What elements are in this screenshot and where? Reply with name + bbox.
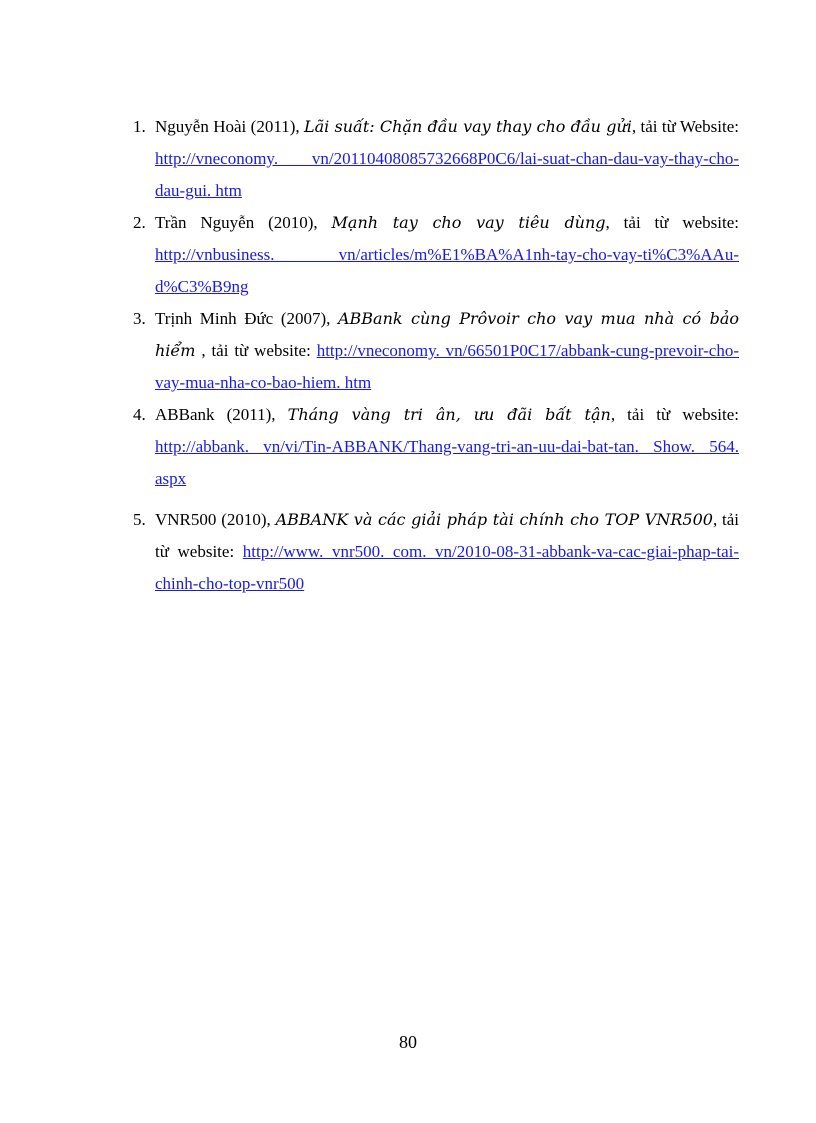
reference-number: 4. [133, 405, 146, 424]
reference-title: Tháng vàng tri ân, ưu đãi bất tận [287, 405, 611, 424]
reference-item-2 [133, 207, 739, 303]
page-number: 80 [399, 1032, 417, 1052]
reference-title: Lãi suất: Chặn đầu vay thay cho đầu gửi [304, 117, 632, 136]
reference-number: 3. [133, 309, 146, 328]
reference-link[interactable]: http://vneconomy. vn/20110408085732668P0C6/lai-suat-chan-dau-vay-thay-cho-dau-gui. htm [155, 149, 739, 200]
reference-author-year: Trịnh Minh Đức (2007), [155, 309, 338, 328]
reference-number: 1. [133, 117, 146, 136]
reference-title: Mạnh tay cho vay tiêu dùng [331, 213, 606, 232]
reference-source-text: , tải từ website: [195, 341, 317, 360]
reference-title: ABBank cùng Prôvoir cho vay mua nhà có bảo hiểm [155, 309, 739, 360]
reference-source-text: , tải từ website: [155, 510, 739, 561]
reference-list [133, 111, 739, 600]
reference-title: ABBANK và các giải pháp tài chính cho TOP VNR500 [275, 510, 713, 529]
reference-source-text: , tải từ website: [605, 213, 739, 232]
reference-item-4 [133, 399, 739, 495]
reference-author-year: Nguyễn Hoài (2011), [155, 117, 304, 136]
reference-item-3 [133, 303, 739, 399]
reference-author-year: Trần Nguyễn (2010), [155, 213, 332, 232]
reference-number: 5. [133, 510, 146, 529]
reference-item-5 [133, 504, 739, 600]
reference-number: 2. [133, 213, 146, 232]
reference-author-year: ABBank (2011), [155, 405, 288, 424]
reference-source-text: , tải từ Website: [631, 117, 739, 136]
reference-link[interactable]: http://vnbusiness. vn/articles/m%E1%BA%A1nh-tay-cho-vay-ti%C3%AAu-d%C3%B9ng [155, 245, 739, 296]
reference-item-1 [133, 111, 739, 207]
reference-link[interactable]: http://www. vnr500. com. vn/2010-08-31-abbank-va-cac-giai-phap-tai-chinh-cho-top-vnr500 [155, 542, 740, 593]
reference-author-year: VNR500 (2010), [155, 510, 276, 529]
reference-source-text: , tải từ website: [610, 405, 739, 424]
reference-link[interactable]: http://abbank. vn/vi/Tin-ABBANK/Thang-vang-tri-an-uu-dai-bat-tan. Show. 564. aspx [155, 437, 739, 488]
reference-link[interactable]: http://vneconomy. vn/66501P0C17/abbank-cung-prevoir-cho-vay-mua-nha-co-bao-hiem. htm [155, 341, 739, 392]
